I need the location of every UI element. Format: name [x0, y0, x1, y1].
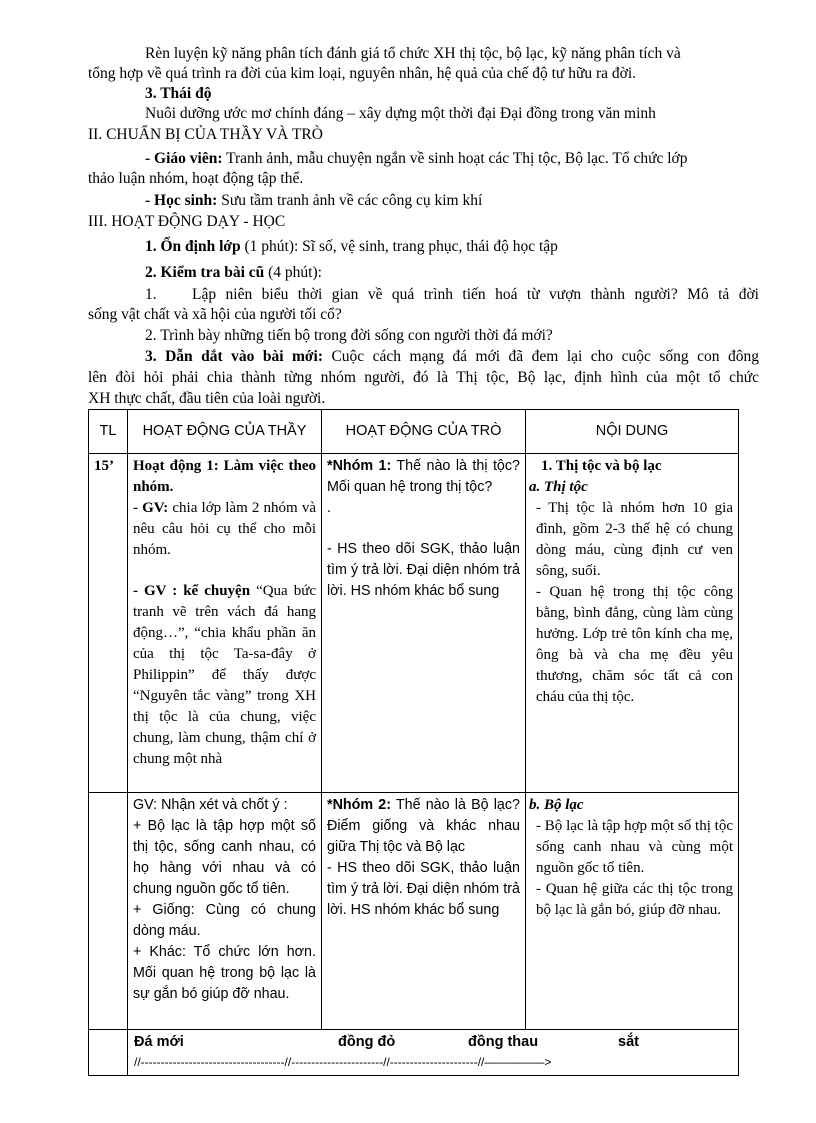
question-1-number: 1. [145, 286, 157, 303]
step-2-text: (4 phút): [264, 264, 322, 281]
step-1-line [145, 237, 558, 257]
step-3-line-2: lên đòi hỏi phải chia thành từng nhóm người, đó là Thị tộc, Bộ lạc, định hình của một tổ chức [88, 369, 759, 386]
attitude-text: Nuôi dưỡng ước mơ chính đáng – xây dựng một thời đại Đại đồng trong văn minh [145, 105, 656, 122]
step-2-line [145, 263, 322, 283]
teacher-prep-label: - Giáo viên: [145, 150, 223, 167]
group-2-text: Thế nào là Bộ lạc? Điểm giống và khác nhau giữa Thị tộc và Bộ lạc [327, 797, 520, 855]
header-content: NỘI DUNG [526, 410, 739, 454]
section-2-heading: II. CHUẨN BỊ CỦA THẦY VÀ TRÒ [88, 126, 323, 143]
step-1-text: (1 phút): Sĩ số, vệ sinh, trang phục, thái độ học tập [240, 238, 558, 255]
row-1-content [526, 454, 739, 793]
group-1-text: Thế nào là thị tộc? Mối quan hệ trong thị tộc? [327, 458, 520, 495]
row-2-content [526, 793, 739, 1030]
bo-lac-relations: - Quan hệ giữa các thị tộc trong bộ lạc là gắn bó, giúp đỡ nhau. [536, 881, 733, 918]
timeline-time [89, 1030, 128, 1076]
teacher-story [133, 581, 316, 770]
student-prep-line [145, 191, 482, 211]
timeline-stone-age: Đá mới [134, 1034, 184, 1050]
attitude-heading: 3. Thái độ [145, 85, 212, 102]
activity-1-title: Hoạt động 1: Làm việc theo nhóm. [133, 458, 316, 495]
teacher-prep-text: Tranh ảnh, mẫu chuyện ngắn về sinh hoạt các Thị tộc, Bộ lạc. Tổ chức lớp [222, 150, 688, 167]
lesson-table [88, 409, 739, 1076]
section-3-heading: III. HOẠT ĐỘNG DẠY - HỌC [88, 213, 286, 230]
row-2-teacher [128, 793, 322, 1030]
teacher-prep-line-2: thảo luận nhóm, hoạt động tập thể. [88, 170, 304, 187]
header-student-activity: HOẠT ĐỘNG CỦA TRÒ [322, 410, 526, 454]
step-3-label: 3. Dẫn dắt vào bài mới: [145, 348, 323, 365]
timeline-bronze: đồng thau [468, 1034, 539, 1050]
row-1-teacher [128, 454, 322, 793]
question-1-line-1: Lập niên biểu thời gian về quá trình tiến hoá từ vượn thành người? Mô tả đời [192, 286, 759, 303]
story-text: “Qua bức tranh vẽ trên vách đá hang động…”, “chia khẩu phần ăn của thị tộc Ta-sa-đây ở Philippin” để thấy được “Nguyên tắc vàng” trong XH thị tộc là của chung, việc chung, làm chung, thậm chí ở chung một nhà [133, 583, 316, 767]
question-1-line-2: sống vật chất và xã hội của người tối cổ? [88, 306, 342, 323]
student-prep-label: - Học sinh: [145, 192, 218, 209]
bo-lac-definition: - Bộ lạc là tập hợp một số thị tộc sống canh nhau và cùng một nguồn gốc tổ tiên. [536, 818, 733, 876]
table-row [89, 454, 739, 793]
step-3-line-3: XH thực chất, đầu tiên của loài người. [88, 390, 326, 407]
row-1-student [322, 454, 526, 793]
step-3-text: Cuộc cách mạng đá mới đã đem lại cho cuộc sống con đông [322, 348, 759, 365]
row-2-time [89, 793, 128, 1030]
thi-toc-definition: - Thị tộc là nhóm hơn 10 gia đình, gồm 2-3 thế hệ có chung dòng máu, cùng định cư ven sông, suối. [536, 500, 733, 579]
skills-line-1: Rèn luyện kỹ năng phân tích đánh giá tổ chức XH thị tộc, bộ lạc, kỹ năng phân tích và [145, 45, 681, 62]
metal-timeline [128, 1030, 739, 1076]
group-2-question [327, 795, 520, 858]
content-subheading-thi-toc: a. Thị tộc [529, 479, 588, 495]
student-prep-text: Sưu tầm tranh ảnh về các công cụ kim khí [217, 192, 483, 209]
group-1-label: *Nhóm 1: [327, 458, 392, 474]
timeline-iron: sắt [618, 1034, 639, 1050]
teacher-prep-line-1 [145, 149, 688, 169]
timeline-row [89, 1030, 739, 1076]
timeline-arrow: //------------------------------------//-----------------------//----------------------//—————> [134, 1055, 552, 1069]
group-2-student-task: - HS theo dõi SGK, thảo luận tìm ý trả lời. Đại diện nhóm trả lời. HS nhóm khác bổ sung [327, 860, 520, 918]
group-1-question [327, 456, 520, 498]
header-time: TL [89, 410, 128, 454]
skills-line-2: tổng hợp về quá trình ra đời của kim loại, nguyên nhân, hệ quả của chế độ tư hữu ra đời. [88, 65, 637, 82]
student-dot: . [327, 500, 331, 516]
teacher-conclusion: GV: Nhận xét và chốt ý : [133, 797, 288, 813]
group-2-label: *Nhóm 2: [327, 797, 391, 813]
step-3-line-1 [145, 347, 759, 367]
row-2-student [322, 793, 526, 1030]
gv-text: chia lớp làm 2 nhóm và nêu câu hỏi cụ thể cho mỗi nhóm. [133, 500, 316, 558]
story-label: - GV : kể chuyện [133, 583, 251, 599]
table-row [89, 793, 739, 1030]
row-1-time: 15’ [89, 454, 128, 793]
timeline-copper: đồng đỏ [338, 1034, 396, 1050]
table-header-row [89, 410, 739, 454]
group-1-student-task: - HS theo dõi SGK, thảo luận tìm ý trả lời. Đại diện nhóm trả lời. HS nhóm khác bổ sung [327, 541, 520, 599]
teacher-gv-instruction [133, 498, 316, 561]
teacher-bo-lac-definition: + Bộ lạc là tập hợp một số thị tộc, sống canh nhau, có họ hàng với nhau và có chung nguồn gốc tổ tiên. [133, 818, 316, 897]
content-heading: 1. Thị tộc và bộ lạc [541, 458, 662, 474]
step-2-label: 2. Kiểm tra bài cũ [145, 264, 265, 281]
header-teacher-activity: HOẠT ĐỘNG CỦA THẦY [128, 410, 322, 454]
question-2: 2. Trình bày những tiến bộ trong đời sống con người thời đá mới? [145, 327, 553, 344]
content-subheading-bo-lac: b. Bộ lạc [529, 797, 584, 813]
thi-toc-relations: - Quan hệ trong thị tộc công bằng, bình đẳng, cùng làm cùng hưởng. Lớp trẻ tôn kính cha mẹ, ông bà và cha mẹ đều yêu thương, chăm sóc tất cả con cháu của thị tộc. [536, 584, 733, 705]
gv-label: - GV: [133, 500, 169, 516]
teacher-similarity: + Giống: Cùng có chung dòng máu. [133, 902, 316, 939]
teacher-difference: + Khác: Tổ chức lớn hơn. Mối quan hệ trong bộ lạc là sự gắn bó giúp đỡ nhau. [133, 944, 316, 1002]
step-1-label: 1. Ổn định lớp [145, 238, 241, 255]
